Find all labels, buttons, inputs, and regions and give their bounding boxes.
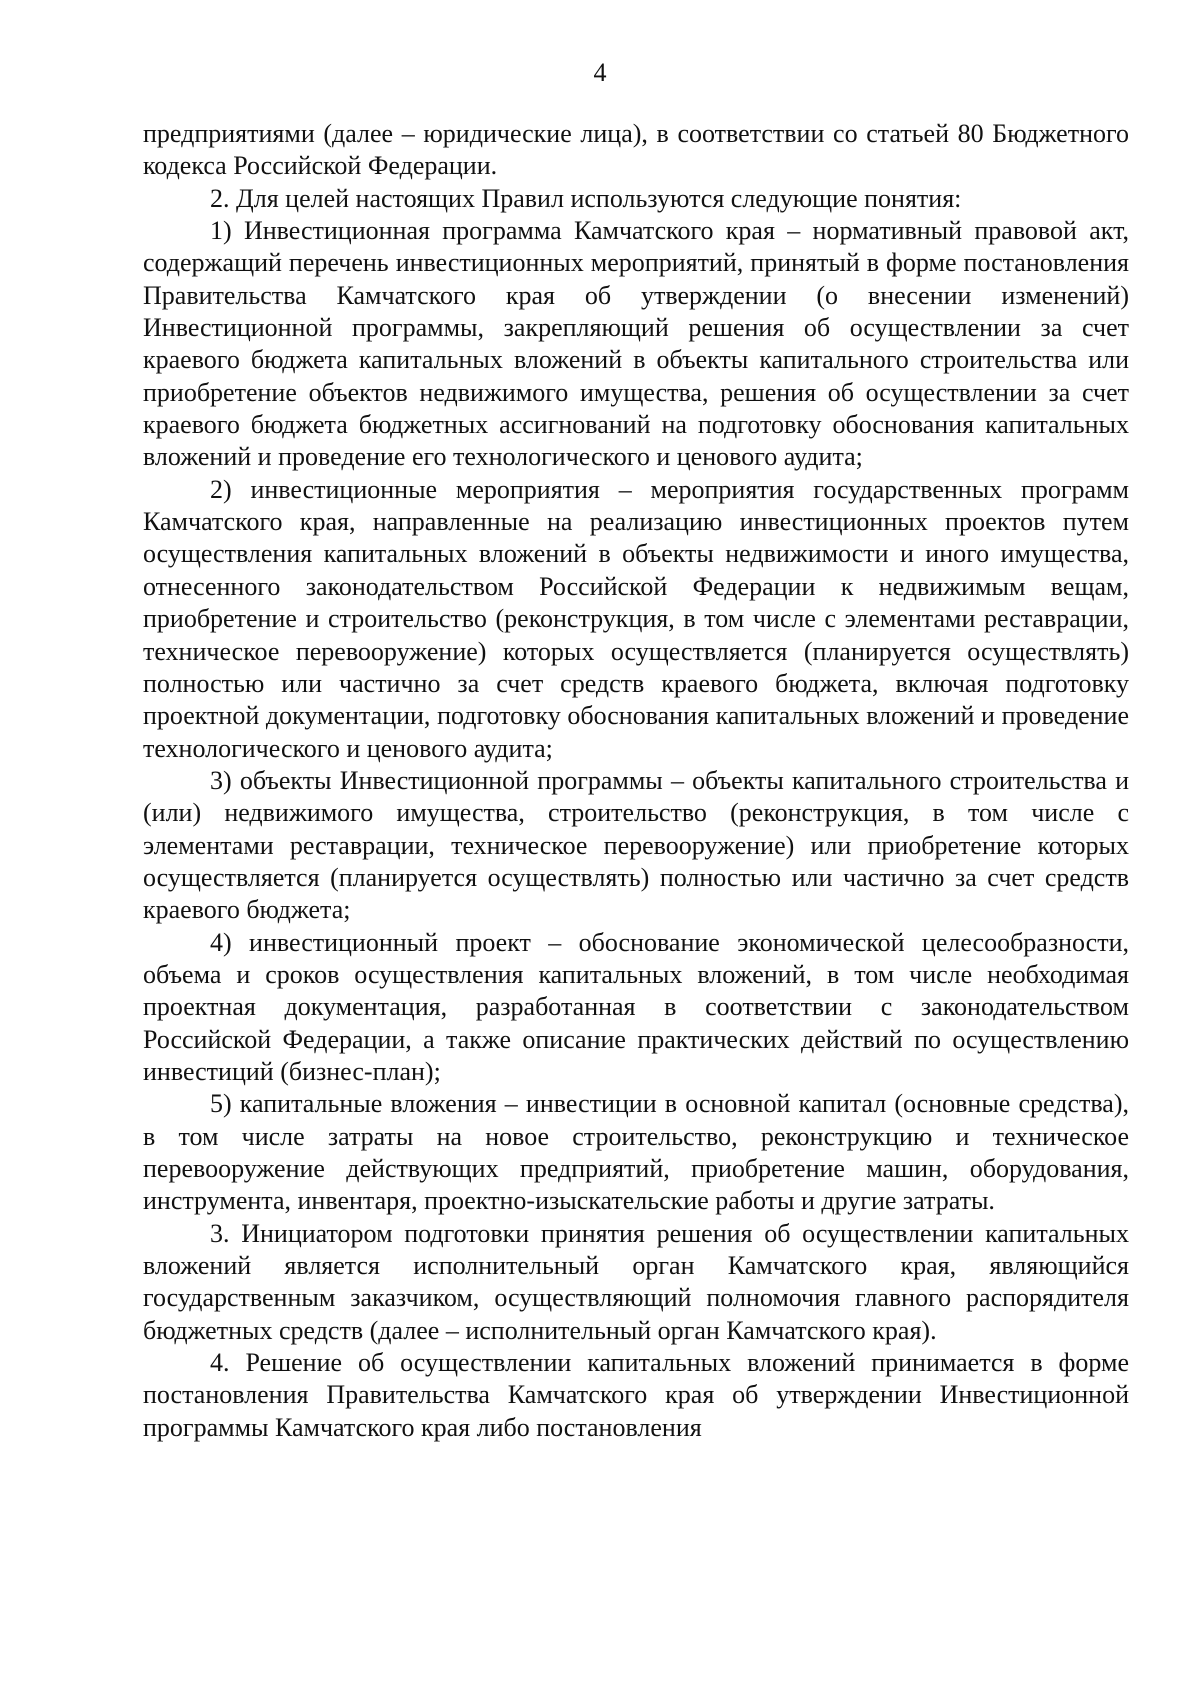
paragraph-definition-4: 4) инвестиционный проект – обоснование экономической целесообразности, объема и сроков осуществления капитальных вложений, в том числе необходимая проектная документация, разработанная в соответствии с законодательством Российской Федерации, а также описание практических действий по осуществлению инвестиций (бизнес-план);	[143, 927, 1129, 1086]
paragraph-continuation: предприятиями (далее – юридические лица), в соответствии со статьей 80 Бюджетного кодекса Российской Федерации.	[143, 119, 1129, 181]
paragraph-definition-2: 2) инвестиционные мероприятия – мероприятия государственных программ Камчатского края, направленные на реализацию инвестиционных проектов путем осуществления капитальных вложений в объекты недвижимости и иного имущества, отнесенного законодательством Российской Федерации к недвижимым вещам, приобретение и строительство (реконструкция, в том числе с элементами реставрации, техническое перевооружение) которых осуществляется (планируется осуществлять) полностью или частично за счет средств краевого бюджета, включая подготовку проектной документации, подготовку обоснования капитальных вложений и проведение технологического и ценового аудита;	[143, 474, 1129, 763]
paragraph-definition-5: 5) капитальные вложения – инвестиции в основной капитал (основные средства), в том числе затраты на новое строительство, реконструкцию и техническое перевооружение действующих предприятий, приобретение машин, оборудования, инструмента, инвентаря, проектно-изыскательские работы и другие затраты.	[143, 1089, 1129, 1216]
paragraph-definition-1: 1) Инвестиционная программа Камчатского края – нормативный правовой акт, содержащий перечень инвестиционных мероприятий, принятый в форме постановления Правительства Камчатского края об утверждении (о внесении изменений) Инвестиционной программы, закрепляющий решения об осуществлении за счет краевого бюджета капитальных вложений в объекты капитального строительства или приобретение объектов недвижимого имущества, решения об осуществлении за счет краевого бюджета бюджетных ассигнований на подготовку обоснования капитальных вложений и проведение его технологического и ценового аудита;	[143, 216, 1129, 472]
page-number: 4	[593, 58, 607, 87]
paragraph-clause-4: 4. Решение об осуществлении капитальных вложений принимается в форме постановления Правительства Камчатского края об утверждении Инвестиционной программы Камчатского края либо постановления	[143, 1348, 1129, 1442]
paragraph-definition-3: 3) объекты Инвестиционной программы – объекты капитального строительства и (или) недвижимого имущества, строительство (реконструкция, в том числе с элементами реставрации, техническое перевооружение) или приобретение которых осуществляется (планируется осуществлять) полностью или частично за счет средств краевого бюджета;	[143, 765, 1129, 925]
document-body	[143, 118, 1129, 1444]
paragraph-clause-3: 3. Инициатором подготовки принятия решения об осуществлении капитальных вложений является исполнительный орган Камчатского края, являющийся государственным заказчиком, осуществляющий полномочия главного распорядителя бюджетных средств (далее – исполнительный орган Камчатского края).	[143, 1218, 1129, 1345]
paragraph-clause-2: 2. Для целей настоящих Правил используются следующие понятия:	[210, 183, 962, 213]
